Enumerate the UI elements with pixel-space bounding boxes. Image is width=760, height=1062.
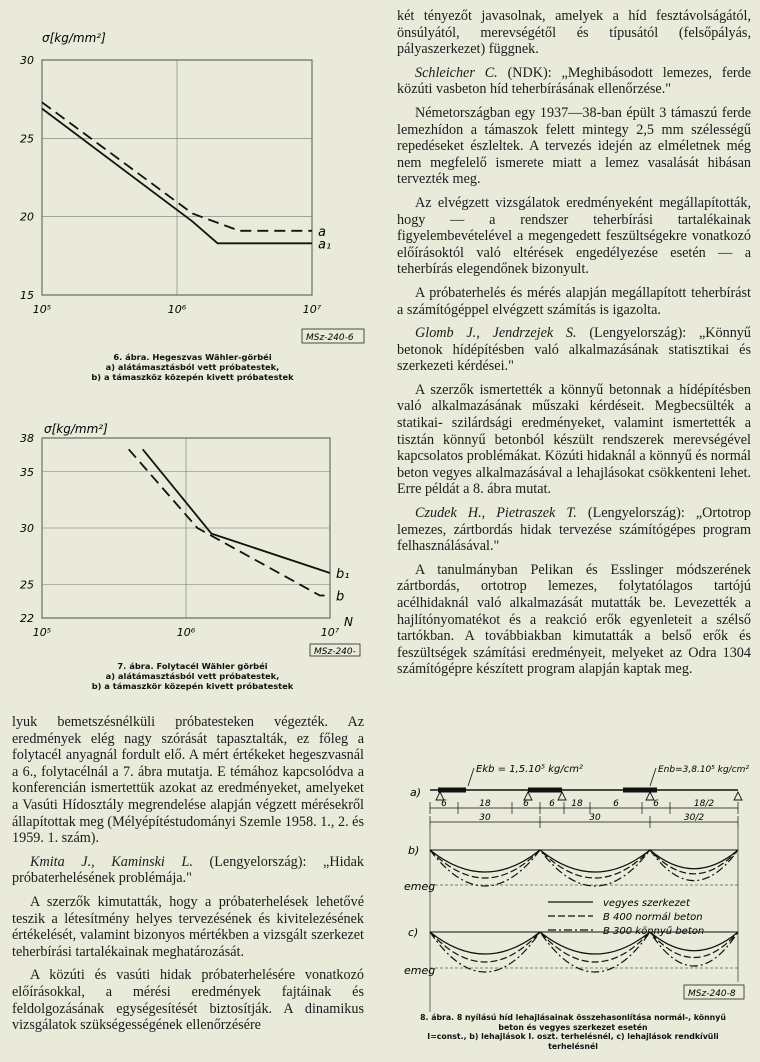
series-label: a₁ [318, 237, 332, 253]
deflection-curve [430, 850, 738, 878]
x-tick-label: 10⁷ [302, 303, 322, 316]
reference [397, 505, 751, 555]
reference-author: Kmita J., Kaminski L. [30, 853, 193, 870]
reference [12, 854, 364, 887]
dim-label: 6 [441, 799, 447, 809]
series-b₁-line [143, 449, 330, 573]
reference-author: Glomb J., Jendrzejek S. [415, 325, 577, 342]
figure-7-caption [60, 661, 325, 691]
reference-title: (Lengyelország): „Ortotrop lemezes, zártbordás hidak tervezése számítógépes program felhasználásával." [397, 505, 751, 555]
x-tick-label: 10⁶ [167, 303, 187, 316]
emeg-label: emeg [404, 964, 436, 977]
support-triangle [558, 792, 566, 800]
series-label: b [336, 589, 345, 605]
legend [548, 898, 704, 937]
reference-title: (NDK): „Meghibásodott lemezes, ferde közúti vasbeton híd teherbírásának ellenőrzése." [397, 64, 751, 98]
reference-author: Schleicher C. [415, 64, 498, 81]
figure-stamp: MSz-240-6 [306, 333, 354, 343]
left-column-text [12, 714, 364, 1041]
y-tick-label: 22 [20, 612, 34, 625]
figure-stamp: MSz-240- [314, 647, 356, 657]
deflection-curve [430, 932, 738, 972]
figure-stamp: MSz-240-8 [688, 989, 736, 999]
enb-leader [650, 768, 656, 786]
x-tick-label: 10⁵ [32, 303, 52, 316]
dim-label: 30 [589, 813, 601, 823]
paragraph: Németországban egy 1937—38-ban épült 3 támaszú ferde lemezhídon a támaszok felett mintegy 2,5 mm szélességű repedéseket észleltek. A tervezés idején az elméletnek még nem megfelelő ismerete miatt a lemez vasalását hibásan tervezték meg. [397, 104, 751, 188]
reference-title: (Lengyelország): „Hidak próbaterhelésének problémája." [12, 853, 364, 887]
legend-label: B 400 normál beton [603, 912, 703, 923]
ekb-label: Ekb = 1,5.10⁵ kg/cm² [476, 764, 583, 775]
dim-label: 30 [479, 813, 491, 823]
paragraph: A közúti és vasúti hidak próbaterhelésére vonatkozó előírásokkal, a mérési eredmények fajtáinak és feldolgozásának egységesítését biztosítják. A dinamikus vizsgálatok szükségességének ellenőrzésére [12, 967, 364, 1034]
deflection-curve [430, 850, 738, 872]
support-triangle [734, 792, 742, 800]
paragraph: A szerzők kimutatták, hogy a próbaterhelések lehetővé teszik a létesítmény helyes tervezésének és kivitelezésének értékelését, valamint bizonyos mértékben a vizsgált szerkezet teherbírási tartalékainak meghatározását. [12, 893, 364, 960]
y-axis-label: σ[kg/mm²] [44, 422, 108, 436]
caption-line: a) alátámasztásból vett próbatestek, [105, 362, 280, 372]
dim-label: 18 [571, 799, 583, 809]
caption-line: b) a támaszköz közepén kivett próbatestek [91, 372, 294, 382]
legend-label: B 300 könnyű beton [603, 926, 705, 937]
caption-line: beton és vegyes szerkezet esetén [498, 1022, 648, 1032]
caption-line: b) a támaszkör közepén kivett próbatestek [91, 681, 294, 691]
figure-7-chart [0, 405, 380, 680]
y-axis-label: σ[kg/mm²] [42, 31, 106, 45]
caption-line: 8. ábra. 8 nyílású híd lehajlásainak összehasonlítása normál-, könnyű [420, 1013, 726, 1022]
y-tick-label: 25 [20, 578, 34, 592]
caption-line: 6. ábra. Hegeszvas Wähler-görbéi [113, 352, 272, 362]
paragraph: A tanulmányban Pelikan és Esslinger módszerének zártbordás, ortotrop lemezes, folytatólagos tartójú acélhidaknál való alkalmazását mutatták be. Levezették a hajlítónyomatékot és a reakció erők egyenleteit a szélső tartókban. A továbbiakban kimutatták a belső erők és feszültségek számítási eredményeit, melyeket az Odra 1304 számítógépre készített program alapján kaptak meg. [397, 561, 751, 678]
series-b-line [129, 449, 330, 595]
deflection-curve [430, 850, 738, 886]
emeg-label: emeg [404, 880, 436, 893]
dim-label: 18/2 [693, 799, 715, 809]
x-tick-label: 10⁵ [32, 626, 52, 639]
paragraph: A próbaterhelés és mérés alapján megállapított teherbírást a számítógéppel elvégzett számítás is igazolta. [397, 284, 751, 318]
y-tick-label: 15 [20, 289, 34, 302]
dense-segment [528, 788, 562, 793]
y-tick-label: 30 [20, 54, 34, 67]
y-tick-label: 30 [20, 522, 34, 535]
dim-label: 18 [479, 799, 491, 809]
label-a: a) [410, 786, 422, 799]
enb-label: Enb=3,8.10⁵ kg/cm² [658, 765, 750, 775]
y-tick-label: 25 [20, 132, 34, 146]
caption-line: I=const., b) lehajlások I. oszt. terhelésnél, c) lehajlások rendkívüli [427, 1032, 719, 1042]
dim-label: 6 [549, 799, 555, 809]
reference-title: (Lengyelország): „Könnyű betonok hídépítésben való alkalmazásának statisztikai és szerkezeti kérdései." [397, 325, 751, 375]
right-column-text [397, 8, 751, 685]
paragraph: A szerzők ismertették a könnyű betonnak a hídépítésben való alkalmazásának műszaki kérdéseit. Megbecsülték a statikai- szilárdsági eredményeket, valamint ismertették a tisztán könnyű betonból készült rendszerek merevségével kapcsolatos problémákat. Közúti hidaknál a könnyű és normál beton vegyes alkalmazásával a lehajlásokat csökkenteni lehet. Erre példát a 8. ábra mutat. [397, 381, 751, 498]
dim-label: 30/2 [683, 813, 705, 823]
x-tick-label: 10⁶ [176, 626, 196, 639]
label-c: c) [408, 926, 419, 939]
y-tick-label: 20 [20, 210, 34, 224]
paragraph: Az elvégzett vizsgálatok eredményeként megállapították, hogy — a rendszer teherbírási tartalékainak figyelembevételével a megengedett feszültségekre vonatkozó előírásoktól való eltérések engedélyezése esetén — a teherbírás elegendőnek bizonyult. [397, 194, 751, 278]
caption-line: a) alátámasztásból vett próbatestek, [105, 671, 280, 681]
ekb-leader [468, 768, 474, 786]
dim-label: 6 [653, 799, 659, 809]
dim-label: 6 [523, 799, 529, 809]
reference [397, 325, 751, 375]
dense-segment [438, 788, 466, 793]
reference [397, 65, 751, 98]
figure-6-caption [60, 352, 325, 382]
paragraph: két tényezőt javasolnak, amelyek a híd fesztávolságától, önsúlyától, merevségétől és típusától (felsőpályás, pályaszerkezet) függnek. [397, 8, 751, 58]
figure-8-caption [392, 1013, 754, 1051]
paragraph: lyuk bemetszésnélküli próbatesteken végezték. Az eredmények elég nagy szórását tapasztalták, ez főleg a folytacél anyagnál fordult elő. A mért értékeket hegeszvasnál a 6., folytacélnál a 7. ábra mutatja. E témához kapcsolódva a konferencián ismertettük azokat az eredményeket, amelyeket a Vasúti Hídosztály megrendelése alapján végzett mérésekről állapítottak meg (Mélyépítéstudományi Szemle 1958. 1., 2. és 1959. 1. szám). [12, 714, 364, 847]
figure-8-diagram [388, 750, 760, 1015]
label-b: b) [408, 844, 420, 857]
reference-author: Czudek H., Pietraszek T. [415, 505, 577, 522]
series-label: b₁ [336, 567, 350, 582]
y-tick-label: 38 [20, 432, 34, 445]
dense-segment [623, 788, 657, 793]
legend-label: vegyes szerkezet [603, 898, 690, 909]
dimension-lines [430, 799, 738, 1012]
x-tick-label: 10⁷ [320, 626, 340, 639]
y-tick-label: 35 [20, 465, 34, 479]
figure-6-chart [0, 0, 380, 345]
caption-line: 7. ábra. Folytacél Wähler görbéi [117, 661, 268, 671]
caption-line: terhelésnél [548, 1041, 598, 1051]
series-label: a [318, 224, 326, 240]
dim-label: 6 [613, 799, 619, 809]
x-axis-label: N [344, 615, 353, 629]
